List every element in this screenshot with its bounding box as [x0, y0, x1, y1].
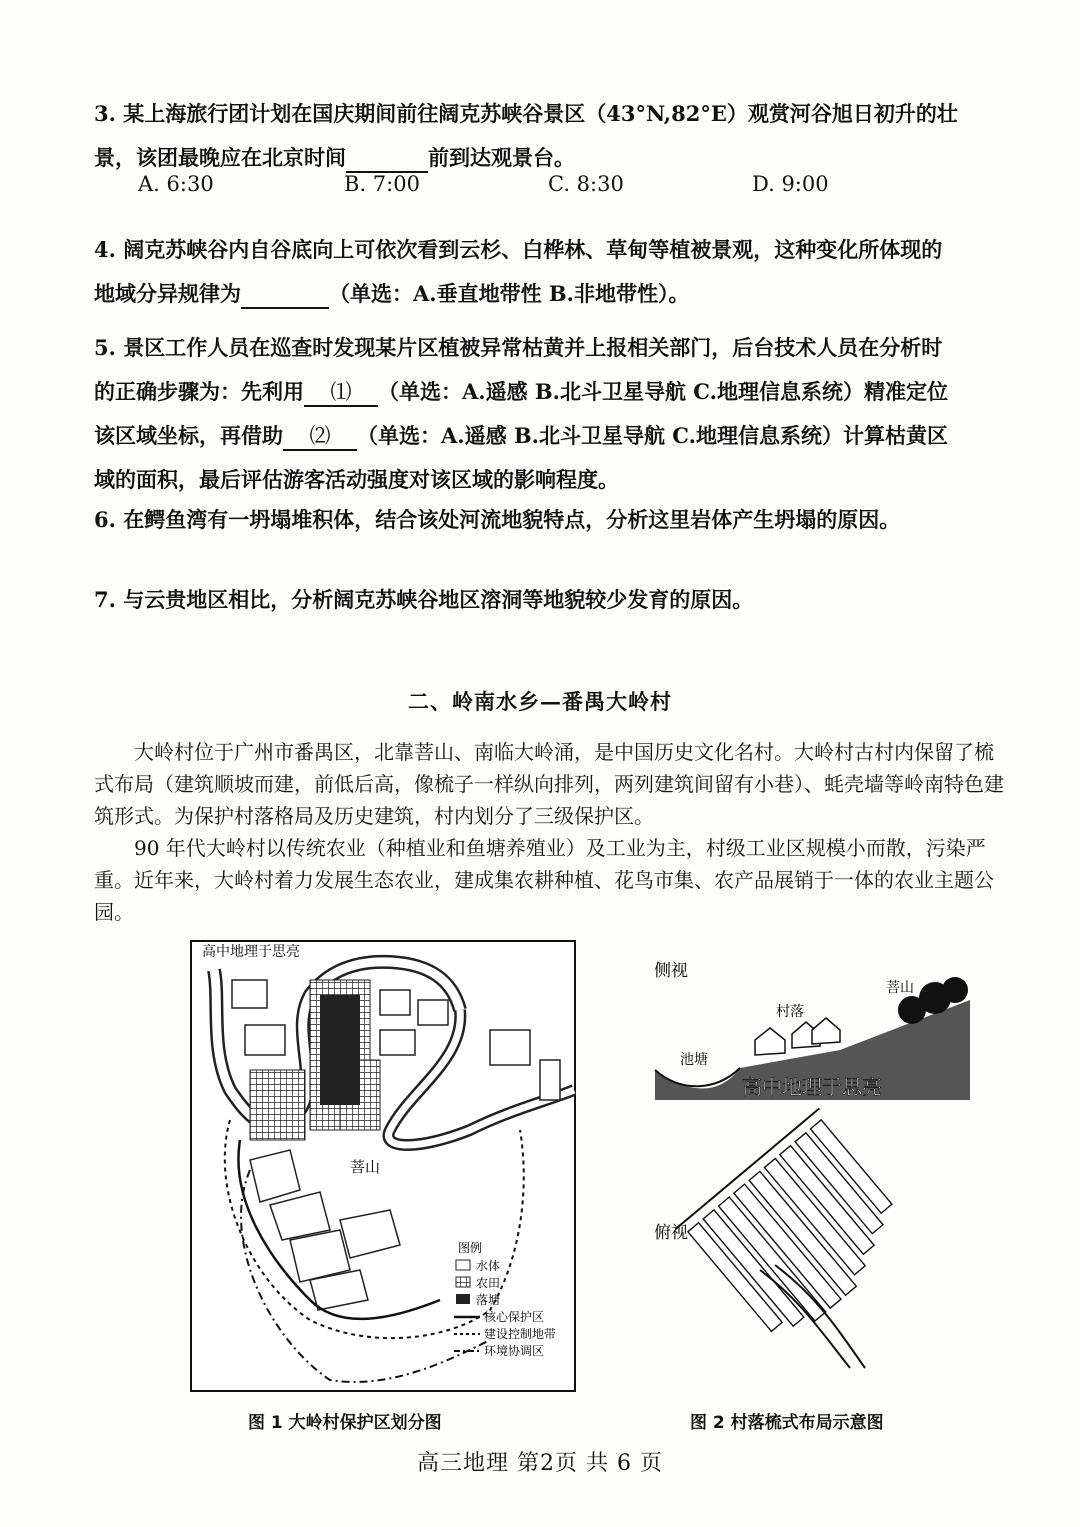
question-7: 7. 与云贵地区相比，分析阔克苏峡谷地区溶洞等地貌较少发育的原因。 [94, 587, 754, 612]
q5-line3-post: （单选：A.遥感 B.北斗卫星导航 C.地理信息系统）计算枯黄区 [357, 423, 948, 448]
q5-line4: 域的面积，最后评估游客活动强度对该区域的影响程度。 [94, 467, 619, 492]
q3-options [138, 172, 938, 212]
q4-line2 [94, 272, 1004, 316]
legend-pond-swatch [456, 1294, 470, 1304]
q3-option-b: B. 7:00 [344, 172, 420, 196]
side-view-tree-3 [942, 977, 968, 1003]
fig2-watermark: 高中地理于思亮 [742, 1075, 882, 1099]
legend-pond: 落塘 [476, 1293, 501, 1307]
plot-4 [232, 980, 267, 1008]
legend-farmland: 农田 [476, 1276, 501, 1290]
fig2-hill-label: 菩山 [886, 980, 914, 996]
question-6: 6. 在鳄鱼湾有一坍塌堆积体，结合该处河流地貌特点，分析这里岩体产生坍塌的原因。 [94, 507, 901, 532]
q5-line3-pre: 该区域坐标，再借助 [94, 423, 283, 448]
plot-2 [418, 1000, 448, 1025]
section-paragraph-1: 大岭村位于广州市番禺区，北靠菩山、南临大岭涌，是中国历史文化名村。大岭村古村内保留了梳式布局（建筑顺坡而建，前低后高，像梳子一样纵向排列，两列建筑间留有小巷）、蚝壳墙等岭南特色建筑形式。为保护村落格局及历史建筑，村内划分了三级保护区。 [94, 740, 1004, 828]
top-view-comb [675, 1108, 922, 1351]
legend-core: 核心保护区 [484, 1310, 545, 1324]
q3-option-a: A. 6:30 [138, 172, 214, 196]
q3-blank [346, 145, 428, 173]
fig2-side-label: 侧视 [654, 961, 688, 981]
plot-5 [245, 1025, 285, 1055]
q3-line2-post: 前到达观景台。 [428, 145, 575, 170]
figure-1-map [190, 940, 576, 1392]
question-5 [94, 326, 1004, 502]
side-view-house-3 [812, 1018, 840, 1044]
legend-farmland-swatch [456, 1277, 470, 1287]
q3-line2-pre: 景，该团最晚应在北京时间 [94, 145, 346, 170]
q5-line2-post: （单选：A.遥感 B.北斗卫星导航 C.地理信息系统）精准定位 [378, 379, 948, 404]
q3-line1: 3. 某上海旅行团计划在国庆期间前往阔克苏峡谷景区（43°N,82°E）观赏河谷旭日初升的壮 [94, 101, 958, 126]
question-3 [94, 92, 1004, 180]
lotus-pond [320, 995, 360, 1105]
legend-water: 水体 [476, 1259, 501, 1273]
legend-title: 图例 [458, 1241, 483, 1255]
question-4 [94, 228, 1004, 316]
q4-line2-post: （单选：A.垂直地带性 B.非地带性）。 [329, 281, 690, 306]
q3-option-d: D. 9:00 [752, 172, 829, 196]
q5-line1: 5. 景区工作人员在巡查时发现某片区植被异常枯黄并上报相关部门，后台技术人员在分析时 [94, 335, 943, 360]
page-footer: 高三地理 第2页 共 6 页 [417, 1451, 663, 1476]
q4-line1: 4. 阔克苏峡谷内自谷底向上可依次看到云杉、白桦林、草甸等植被景观，这种变化所体现的 [94, 237, 943, 262]
fig2-top-label: 俯视 [654, 1223, 688, 1243]
q4-line2-pre: 地域分异规律为 [94, 281, 241, 306]
section-paragraph-2: 90 年代大岭村以传统农业（种植业和鱼塘养殖业）及工业为主，村级工业区规模小而散，污染严重。近年来，大岭村着力发展生态农业，建成集农耕种植、花鸟市集、农产品展销于一体的农业主题公园。 [94, 836, 994, 924]
plot-3 [380, 1030, 415, 1055]
plot-6 [490, 1030, 530, 1065]
plot-1 [380, 990, 410, 1015]
q5-blank-1: ⑴ [304, 379, 378, 407]
figure-1-svg [190, 940, 576, 1392]
figure-2-caption: 图 2 村落梳式布局示意图 [690, 1413, 884, 1433]
q4-blank [241, 281, 329, 309]
q5-blank-2: ⑵ [283, 423, 357, 451]
fig2-pond-label: 池塘 [680, 1052, 708, 1068]
figure-1-caption: 图 1 大岭村保护区划分图 [248, 1413, 442, 1433]
legend-water-swatch [456, 1260, 470, 1270]
side-view-house-1 [755, 1028, 785, 1055]
q5-line2-pre: 的正确步骤为：先利用 [94, 379, 304, 404]
legend-construction: 建设控制地带 [484, 1327, 557, 1341]
plot-7 [540, 1060, 560, 1100]
q5-line3 [94, 414, 1004, 458]
figure-2-diagram [650, 950, 980, 1370]
section-title: 二、岭南水乡—番禺大岭村 [408, 689, 672, 714]
farmland-grid-2 [250, 1070, 305, 1140]
legend-environment: 环境协调区 [484, 1344, 545, 1358]
fig1-hill-label: 菩山 [350, 1158, 381, 1176]
q5-line2 [94, 370, 1004, 414]
q3-option-c: C. 8:30 [548, 172, 624, 196]
fig1-watermark: 高中地理于思亮 [202, 944, 300, 960]
side-view-houses [755, 1018, 840, 1055]
figure-2-svg [650, 950, 980, 1370]
fig2-village-label: 村落 [776, 1004, 804, 1020]
